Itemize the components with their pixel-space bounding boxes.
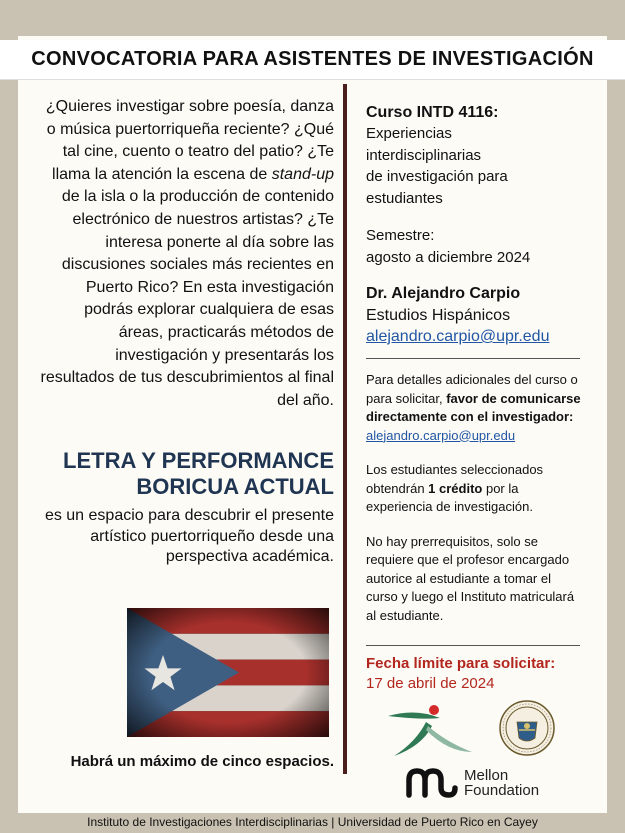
intro-text-1: ¿Quieres investigar sobre poesía, danza o música puertorriqueña reciente? ¿Qué tal cine, cuento o teatro del patio? ¿Te llama la atención la escena de: [45, 98, 334, 183]
course-desc-line: de investigación para: [366, 168, 508, 185]
section-rule: [366, 645, 580, 646]
flag-svg: [127, 608, 329, 737]
deadline-date: 17 de abril de 2024: [366, 675, 495, 692]
section-rule: [366, 358, 580, 359]
contact-email-link[interactable]: alejandro.carpio@upr.edu: [366, 427, 516, 443]
left-column: [40, 96, 334, 568]
semester-value: agosto a diciembre 2024: [366, 248, 531, 266]
details-paragraph: [366, 371, 586, 445]
mellon-foundation-logo: [406, 766, 539, 800]
prereq-paragraph: No hay prerrequisitos, solo se requiere que el profesor encargado autorice al estudiante a tomar el curso y luego el Instituto matriculará al estudiante.: [366, 533, 575, 623]
footer-credit: Instituto de Investigaciones Interdisciplinarias | Universidad de Puerto Rico en Cayey: [87, 815, 538, 829]
spacer: [366, 517, 586, 533]
mellon-line-1: Mellon: [464, 767, 509, 784]
professor-name: Dr. Alejandro Carpio: [366, 285, 521, 302]
professor-department: Estudios Hispánicos: [366, 307, 511, 324]
semester-block: [366, 225, 586, 268]
university-seal-icon: [499, 700, 555, 756]
flag-vignette: [127, 608, 329, 737]
course-code: Curso INTD 4116:: [366, 104, 499, 121]
right-column: [366, 102, 586, 625]
course-desc-line: estudiantes: [366, 189, 443, 207]
professor-email-link[interactable]: alejandro.carpio@upr.edu: [366, 328, 550, 345]
mellon-logo-icon: [406, 768, 458, 798]
puerto-rico-flag-image: [127, 608, 329, 737]
credit-post: por la experiencia de investigación.: [366, 480, 533, 514]
semester-label: Semestre:: [366, 227, 435, 244]
deadline-block: [366, 654, 596, 694]
intro-text-2: de la isla o la producción de contenido electrónico de nuestros artistas? ¿Te interesa ponerte al día sobre las discusiones sociales más recientes en Puerto Rico? En esta investigación podrás explorar cualquiera de esas áreas, practicarás métodos de investigación y presentarás los resultados de tus descubrimientos al final del año.: [40, 188, 334, 409]
credit-bold: 1 crédito: [428, 480, 483, 496]
institute-logo: [386, 702, 474, 758]
course-desc-line: Experiencias: [366, 125, 452, 142]
university-seal: [499, 700, 555, 756]
details-intro: Para detalles adicionales del curso o para solicitar,: [366, 372, 578, 406]
credit-pre: Los estudiantes seleccionados obtendrán: [366, 462, 544, 496]
max-spaces-note: Habrá un máximo de cinco espacios.: [70, 753, 334, 770]
column-divider: [343, 84, 347, 774]
course-desc-line: interdisciplinarias: [366, 146, 482, 164]
details-bold: favor de comunicarse directamente con el investigador:: [366, 390, 581, 424]
project-headline: LETRA Y PERFORMANCE BORICUA ACTUAL: [63, 448, 334, 500]
spacer: [366, 445, 586, 461]
title-band: [0, 40, 625, 80]
project-description: es un espacio para descubrir el presente artístico puertorriqueño desde una perspectiva académica.: [44, 507, 334, 566]
page-title: CONVOCATORIA PARA ASISTENTES DE INVESTIGACIÓN: [31, 48, 594, 70]
intro-paragraph: [40, 96, 334, 412]
mellon-wordmark: [464, 768, 539, 798]
intro-emphasis: stand-up: [271, 165, 334, 183]
deadline-label: Fecha límite para solicitar:: [366, 655, 556, 672]
credit-paragraph: [366, 461, 586, 517]
course-description: [366, 123, 586, 209]
mellon-line-2: Foundation: [464, 782, 540, 799]
institute-logo-icon: [386, 702, 474, 758]
